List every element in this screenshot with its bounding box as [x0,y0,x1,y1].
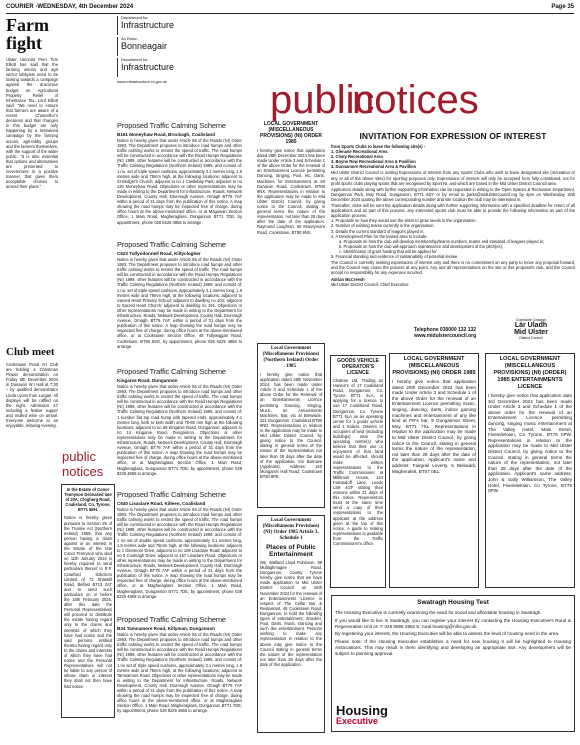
invitation-item: 1. Proposals on how they would use the site/s to grow needs in the organisation. [331,218,477,224]
invitation-signer: Adrian McCreesh [331,277,365,283]
scheme-title: Proposed Traffic Calming Scheme [117,367,226,376]
invitation-item: 5. Financial standing and evidence of sustainability of potential lessee. [331,253,459,259]
header-date: COURIER -WEDNESDAY, 4th December 2024 [6,4,134,10]
housing-test-notice [331,595,575,732]
goods-vehicle-notice [330,355,386,588]
invitation-p2: Application details along with further supporting information can be requested in writing to the Open Spaces & Recreation Department, Dungannon Park, Moy Road, Dungannon, BT71 6DY or by email to parks@midulstercouncil.org by 4pm on Wednesday 18th December 2024 quoting the above corresponding number and site location the club may be interested in. [331,186,575,202]
local2-title: Local Government (Miscellaneous Provisions) (Northern Ireland) Order 1985 [262,346,320,369]
logo-dfi: Department for Infrastructure [117,16,243,35]
scheme-title: Proposed Traffic Calming Scheme [117,121,226,130]
scheme-title: Proposed Traffic Calming Scheme [117,490,226,499]
scheme-location: Kingarve Road, Dungannon [117,378,178,383]
loc-c-body: I hereby give notice that application date 3rd December 2024 has been made Under Article 3 and Schedule 1 of the above order for the renewal of an Entertainment Licence permitting dancing, singing music entertainment at The Valley Hotel, Main Street, Fivemiletown, Co Tyrone, BT75 0PW. Representations in relation to the application may be made to Mid Ulster District Council, by giving notice to the Council, stating in general terms the nature of the representation, not later than 28 days after the date of the application. Applicant's name address: John & Sally Williamson, The Valley Hotel, Fivemiletown, Co Tyrone, BT75 0PW. [488,393,572,494]
invitation-site-4: 4. Dunnamore Recreational Area & Pavillion [331,164,417,170]
scheme-location: B161 Moneyhaw Road, Brockagh, Coalisland [117,132,216,137]
local-gov-notice-b [389,353,479,588]
scheme-text: Notice is hereby given that under Article 65 of the Roads (NI) Order 1993, The Department proposes to introduce road humps and other traffic calming works to restrict the speed of traffic. The road humps will be constructed in accordance with the Road Humps Regulations (NI) 1999, other features will be constructed in accordance with the Traffic Calming Regulations (Northern Ireland) 1999, and consist of: 1 no set of triple speed cushions, approximately 3.1 metres long, 1.9 metres wide and 75mm high, at the following locations: adjacent to Tamnamore Road. Objections or other representations may be made in writing to the Department for Infrastructure, Roads, Network Development, County Hall, Drumragh Avenue, Omagh BT79 7AF within a period of 31 days from the publication of this notice. A map showing the road humps may be inspected free of charge, during office hours at the above-mentioned office, or at Magheraglass Section Office, 1 Main Road, Magheraglass, Dungannon BT71 7DE, by appointment, phone 028 8225 4865 to arrange. [117,632,242,714]
housing-p1: The Housing Executive is currently examining the need for social and affordable housing in Swatragh. [335,610,542,615]
housing-executive-logo: Housing Executive [336,703,388,726]
goods-body: Chalene Ltd, Trading as Hanlon's of 17 Coalisland Road, Dungannon, Co. Tyrone BT71 6LA, is applying for a licence to use 17 Coalisland Road, Dungannon, Co. Tyrone BT71 6LA as an operating centre for 1 goods vehicle and 1 trailers. Owners or occupiers of land (including buildings) near the operating centre(s) who believe that their use or enjoyment of that land would be affected, should make written representations to the Traffic Commissioner at Millbrook House, 144 Farrandoff Lane, Leeds LS9 4GF stating their reasons within 21 days of this notice. Representors must at the same time send a copy of their representations to the applicant at the address given at the top of this notice. A guide to making representations is available from the Traffic Commissioner's office. [333,378,383,546]
traffic-calming-schemes [117,118,242,733]
council-telephone: Telephone 030000 132 132 [413,327,477,333]
club-headline: Club meet [6,346,55,358]
scheme [117,367,242,487]
logo-dfi-2: Department for Infrastructure [117,58,243,77]
housing-title: Swatragh Housing Test [417,599,489,606]
department-logos [117,16,243,84]
farm-article: Ulster Unionist Peer Tom Elliott has said that the farming unions and agri sector lobbyists need to be looking towards a campaign against the draconian budget on Agricultural Property Relief of Inheritance Tax. Lord Elliott said: “We need to ensure that farmers are aware of a recent Chancellor’s decisions and that changes in this budget are only happening by a restrained campaign by the farming unions, agri-lobby groups and the farmers themselves, with the support of the wider public. “It is also essential that options and alternatives are presented to Government in a positive manner, that gives them acceptable choices to amend their plans.” [6,57,58,190]
invitation-title: INVITATION FOR EXPRESSION OF INTEREST [359,131,547,141]
loc-b-title: LOCAL GOVERNMENT (MISCELLANEOUS PROVISIONS) (NI) ORDER 1985 [392,356,476,376]
invitation-notice [331,131,575,320]
scheme-location: B34 Tamnamore Road, Killyman, Dungannon [117,626,215,631]
council-contact [395,327,495,339]
invitation-item: 4. A Development Plan for the leased area to include: [331,233,428,239]
invitation-item: 2. Number of existing teams currently in the organisation. [331,223,435,229]
scheme-location: C640 Lisaclare Road, Killeen, Coalisland [117,501,206,506]
loc-b-body: I hereby give notice that application dated 25th December 2024 has been made Under Article 3 and Schedule 1 of the above Order for the renewal of an Entertainment Licence permitting music, singing, dancing, darts, indoor gaming machines and entertainment of any like kind at PR's bar, 9 Dungannon Street, Moy, BT71 7SL. Representations in relation to the application may be made to Mid Ulster District Council, by giving notice to the Council, stating in general terms the nature of the representation, not later than 28 days after the date of the application. Applicant's name and address: Fairgrail Leverty, 5 Beleaddi, Magherafelt, BT67 0EL. [392,379,476,474]
mid-ulster-logo: Comhairle Ceantair Lár Uladh Mid Ulster District Council [514,318,548,340]
invitation-item: a. Proposals on how the club will develop membership/teams numbers, teams and standard of leagues played in; [339,238,545,244]
farm-headline: Farm fight [6,15,49,53]
invitation-p4: The Council is currently seeking expressions of interest only and there is no commitment on any party to move any proposal forward, and the Council may cease the process at any point. Any and all representations on the site or this proposal's club, and the Council accept no responsibility for any expenses incurred. [331,260,575,276]
dfi-website: www.infrastructure-ni.gov.uk [117,79,167,84]
banner-word2: notices [352,78,479,122]
local1-body: I hereby give notice that application dated 28th December 2024 has been made Under Article 3 and Schedule 1 of the above Order for the renewal of an Entertainment Licence permitting Dancing, Singing, Pool, etc, Darts, Machines for Entertainment at 60 Dunavon Road, Cookstown, BT80 9NX. Representations in relation to the application may be made to Mid Ulster District Council, by giving notice to the Council, stating in general terms the nature of the representation, not later than 28 days after the date of the application. Raymond Loughran, 60 Moneymore Road, Cookstown, BT80 9NX. [257,148,325,235]
invitation-intro: from Sports Clubs to lease the following site(s) - [331,144,426,149]
scheme-location: C623 Tullyodonnell Road, Kiltyclogher [117,251,201,256]
housing-p3: By registering your interest, the Housing Executive will be able to assess the level of housing need in the area. [335,631,560,637]
scheme-text: Notice is hereby given that under Article 65 of the Roads (NI) Order 1993, The Department proposes to introduce road humps and other traffic calming works to restrict the speed of traffic. The road humps will be constructed in accordance with the Road Humps Regulations (NI) 1999, other features will be constructed in accordance with the Traffic Calming Regulations (Northern Ireland) 1999, and consist of: 1 no set of double speed cushions, approximately 3.1 metres long, 1.9 metres wide and 75mm high, at the following locations: adjacent to 1 Glenmore Drive; adjacent to no 109 Lisaclare Road; adjacent to no 8 Coolnagh Drive; adjacent to 167 Lisaclare Road. Objections or other representations may be made in writing to the Department for Infrastructure, Roads, Network Development, County Hall, Drumragh Avenue, Omagh BT79 7AF within a period of 31 days from the publication of this notice. A map showing the road humps may be inspected free of charge, during office hours at the above-mentioned office, or at Magheraglass Section Office, 1 Main Road, Magheraglass, Dungannon BT71 7DE, by appointment, phone 028 8225 4865 to arrange. [117,507,242,599]
scheme-title: Proposed Traffic Calming Scheme [117,615,226,624]
local-gov-notice-c [485,353,575,588]
local3-body: We, Walland Lloyd Robinson, 99 Mullaghmagee Road, Dungannon, County Tyrone hereby give notice that we have made application to Mid Ulster District Council on 28th November 2024 for the renewal of an Entertainments Licence in respect of The Cellar Bar & Restaurant, 45 Cookstown Road, Dungannon, to hold the following types of entertainment: Snooker, Pool, Darts, Music, Dancing and such like entertainment. Persons wishing to make any representation in relation to the above may give notice to the Council stating in general terms the nature of the representation not later than 28 days after the date of this application. [260,560,322,667]
page-number: Page 35 [551,4,574,10]
local1-title: LOCAL GOVERNMENT (MISCELLANEOUS PROVISIONS) (NI) ORDER 1985 [260,121,322,145]
local2-body: I hereby give notice that application dated 28th November 2024, has been made under Article 3 and Schedule 1 of the above Order for the Renewal of an Entertainments Licence permitting Dancing, Singing, Music, an Amusements Machines, Bar, etc at Brewside, 221 Dungannon, Coalisland BT80 9ND. Representations in relation to the application may be made to Mid Ulster District Council, by giving notice to the Council, stating in general terms of the nature of the representation not later than 28 days after the date of the application. Iris Barrowe (Applicant), Address: 150 Mongarret Hall Road, Cookstown BT80 8PE. [260,372,322,479]
banner-word1: public [270,78,375,122]
club-article: Cookstown Floral Art Club are holding a Christmas Flower demonstration on Friday 6th December 2024 in Dunavon W.I Hall at 7:30 – by qualified demonstrator Linda Lyons from Lurgan. All displays will be raffled on the night. Admission £7 including a festive supper and mulled wine on arrival. Everyone welcome to an enjoyable, relaxing evening. [6,362,58,429]
local3-subtitle: Places of Public Entertainment [266,544,316,558]
invitation-item: 3. Details the current standard of leagues played in. [331,228,425,234]
scheme-text: Notice is hereby given that under Article 65 of the Roads (NI) Order 1993, The Department proposes to introduce road humps and other traffic calming works to restrict the speed of traffic. The road humps will be constructed in accordance with the Road Humps Regulations (NI) 1999, other features will be constructed in accordance with the Traffic Calming Regulations (Northern Ireland) 1999, and consist of: 1 number flat top road hump with tapered ends, approximately 4.1 metres long, kerb to kerb width and 75-80 mm high at the following locations; adjacent to no 68 Kingarve Road, Dungannon; adjacent to no 14 Kingarve Road, Dungannon. Objections or other representations may be made in writing to the Department for Infrastructure, Roads, Network Development, County Hall, Drumragh Avenue, Omagh, BT79 7AF within a period of 31 days from the publication of this notice. A map showing the road humps may be inspected free of charge, during office hours at the above-mentioned office, or at Magheraglass Section Office, 1 Main Road, Magheraglass, Dungannon BT71 7DE, by appointment, phone 028 8225 4865 to arrange. [117,384,242,476]
invitation-item: c. Identification of grant funding that will be applied for. [339,248,438,254]
scheme-text: Notice is hereby given that under Article 65 of the Roads (NI) Order 1993, The Department proposes to introduce road humps and other traffic calming works to restrict the speed of traffic. The road humps will be constructed in accordance with the Road Humps Regulations (NI) 1999, other features will be constructed in accordance with the Traffic Calming Regulations (Northern Ireland) 1999, and consist of: 1 no. set of triple speed cushions, approximately 3.1 metres long, 1.9 metres wide and 75mm high, at the following locations: adjacent to St Bridget's Church; adjacent to no 1 Castlebay Park; adjacent to no 130 Moneyhaw Road. Objections or other representations may be made in writing to the Department for Infrastructure, Roads, Network Development, County Hall, Drumragh Avenue, Omagh BT79 7AF within a period of 31 days from the publication of this notice. A map showing the road humps may be inspected free of charge, during office hours at the above-mentioned office, or at Magowan Section Office, 1 Main Road, Magheraglass, Dungannon BT71 7DE, by appointment, phone 028 8225 4865 to arrange. [117,138,242,225]
scheme-text: Notice is hereby given that under Article 65 of the Roads (NI) Order 1993, The Department proposes to introduce road humps and other traffic calming works to restrict the speed of traffic. The road humps will be constructed in accordance with the Road Humps Regulations (NI) 1999, other features will be constructed in accordance with the Traffic Calming Regulations (Northern Ireland) 1999, and consist of: 1 no. set of triple speed cushions, approximately 3.1 metres long, 1.9 metres wide and 75mm high, at the following locations: adjacent to Sacred Heart Primary School; adjacent to dwelling no 102; adjacent to Sacred Heart Church; adjacent to dwelling no 191. Objections or other representations may be made in writing to the Department for Infrastructure, Roads, Network Development, County Hall, Drumragh Avenue, Omagh, BT79 7AF, within a period of 31 days from the publication of this notice. A map showing the road humps may be inspected free of charge, during office hours at the above-mentioned office, or at Cookstown Section Office, 48 Tullywiggan Road, Cookstown, BT80 8SG, by appointment, phone 028 8225 4865 to arrange. [117,257,242,349]
invitation-site-3: 3. Boyne Row Recreational Area & Pavillion [331,159,416,165]
scheme [117,490,242,612]
local-gov-notice-3 [257,515,325,733]
local-gov-notice-1 [257,121,325,336]
goods-title: GOODS VEHICLE OPERATOR'S LICENCE [337,358,379,376]
invitation-site-2: 2. Chaty Recreational Area [331,154,383,160]
local3-title: Local Government (Miscellaneous Provisions) (NI) Order 1985 Article 3, Schedule 1 [262,518,320,541]
invitation-site-1: 1. Glenane Recreational Area [331,149,388,155]
page-header [6,4,574,14]
invitation-p1: Mid Ulster District Council is inviting Expressions of Interest from any Sports Clubs who wish to lease designated site (recreation or any or all of the above sites) for sporting purposes only. Expressions of interest will only be accepted from fully constituted, not for profit sports clubs playing sports that are recognised by Sport NI, and which are based in the Mid Ulster District Council area. [331,170,575,186]
invitation-item: b. Proposals on how the club will approach maintenance and development of the pitch(es); [339,243,504,249]
invitation-p3: Thereafter, clubs will be sent the application details along with further supporting information with a specified deadline for return of all applications and as part of this process, any interested sports club must be able to provide the following information as part of the application process: [331,203,575,219]
council-website: www.midulstercouncil.org [413,333,477,339]
scheme [117,121,242,237]
housing-p4: Please note: If the Housing Executive establishes a need for new housing it will be highlighted to Housing Associations. This may result in them identifying and developing an appropriate site. Any development will be subject to planning approval. [335,639,571,656]
public-notices-logo [60,447,115,480]
estate-notice [61,484,115,718]
estate-title: In the Estate of Conor Tennyson Deceased late of 20A, Clogherg Road, Coalisland, Co. Tyrone, BT71 5EH. [64,487,112,513]
loc-c-title: LOCAL GOVERNMENT (MISCELLANEOUS PROVISIONS) (NI) (ORDER) 1985 ENTERTAINMENTS LICENCE [493,356,567,390]
scheme [117,615,242,745]
estate-body: Notice is hereby given pursuant to Section 28 of the Trustee Act (Northern Ireland) 1958, that any person having a claim against or an interest in the Estate of the late Conor Tennyson who died on 11th January 2024 is hereby required to send particulars thereof to R.P. Crawford Solicitors Limited of 72 Shankill Road, Belfast BT13 2AT and to send such particulars on or before the 18th February 2025, after this date the Personal Representatives will proceed to distribute the estate having regard only to the claims and interests of which they have had notice and the said persons entitled thereto having regard only to the claims and interests of which they have had notice and the Personal Representatives will not be liable to any person of whose claim or interest they shall not then have had notice. [64,515,112,689]
logo-bonneagair: An Roinn Bonneagair [117,37,243,56]
invitation-signer-role: Mid Ulster District Council, Chief Executive [331,282,409,288]
scheme [117,240,242,364]
housing-p2: If you would like to live in Swatragh, you can register your interest by contacting the Housing Executive's Rural & Regeneration Unit on T: 028 9598 2862 E: rural.housing@nihe.gov.uk [335,617,571,629]
pn-logo-word2: notices [62,464,104,479]
local-gov-notice-2 [257,343,325,508]
scheme-title: Proposed Traffic Calming Scheme [117,240,226,249]
pn-logo-word1: public [62,449,96,464]
